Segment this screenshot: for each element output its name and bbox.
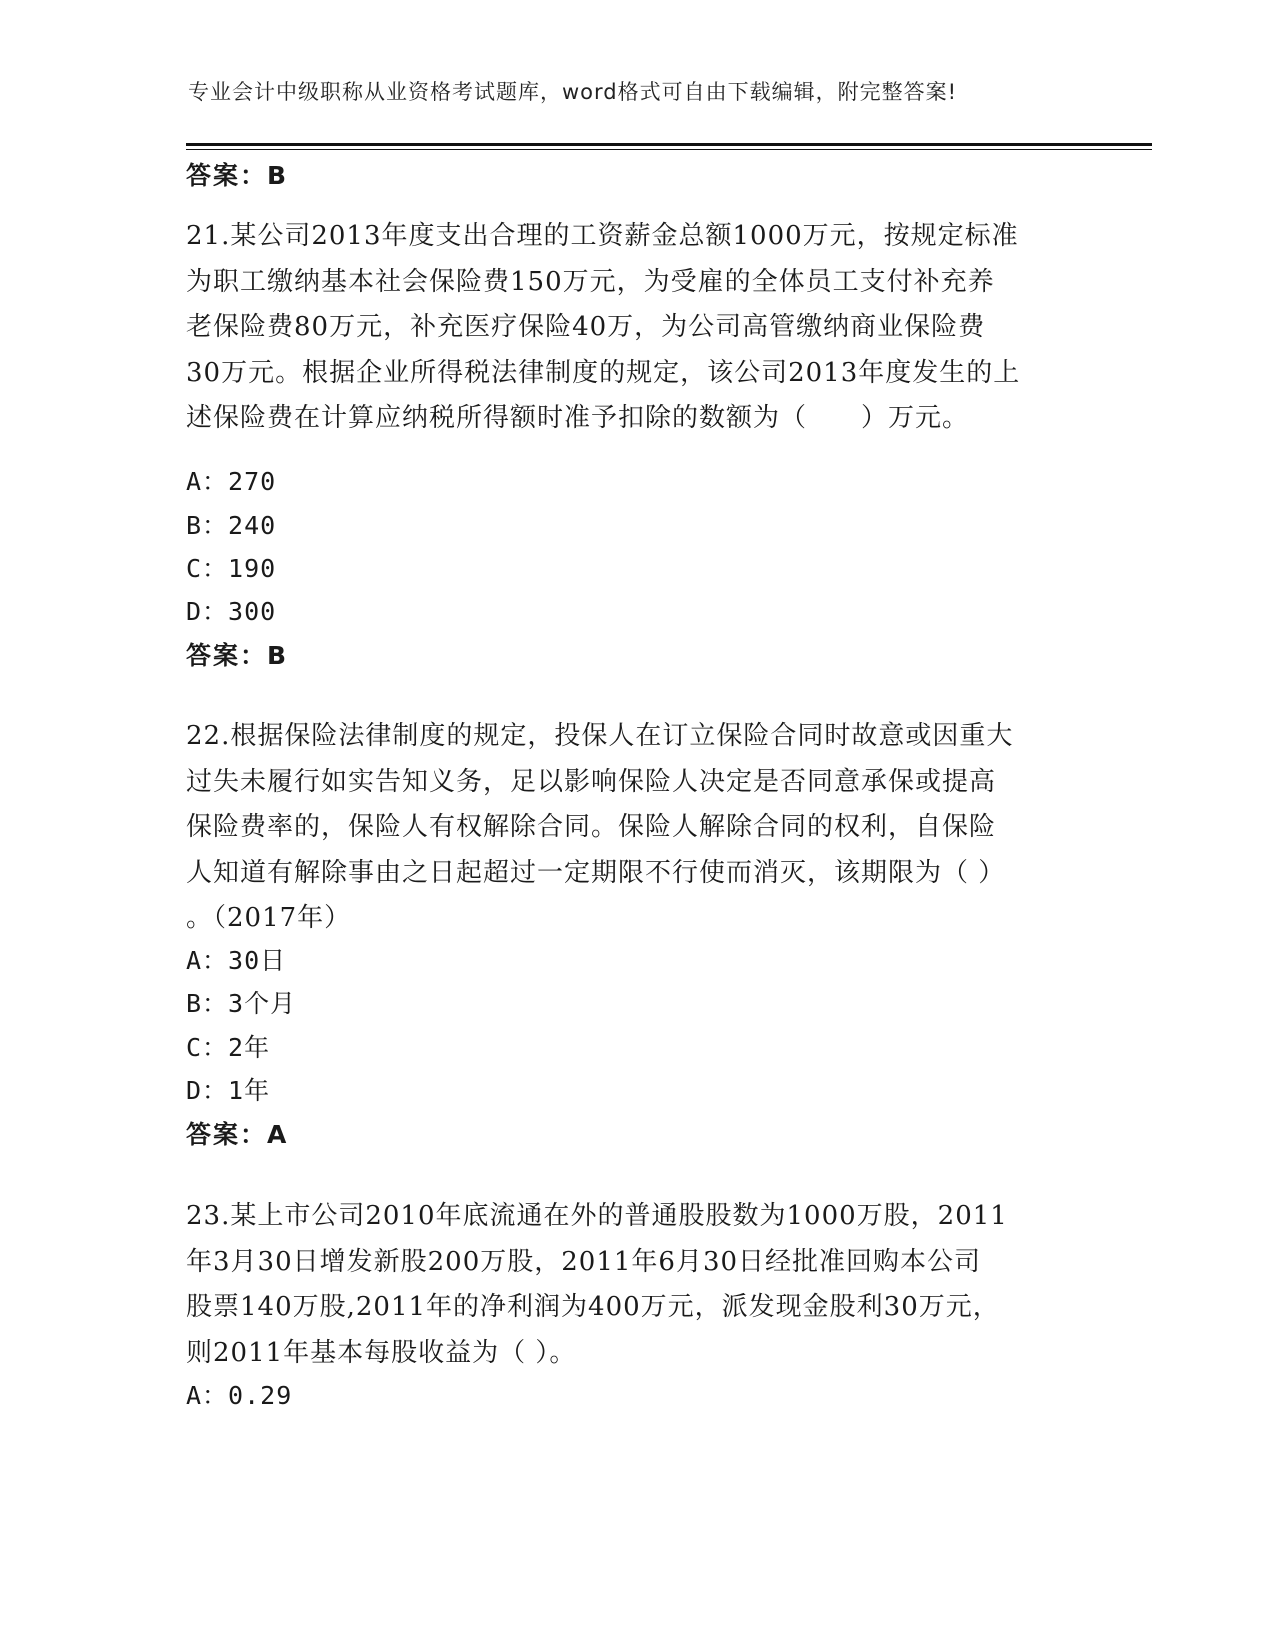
- question-line: 过失未履行如实告知义务，足以影响保险人决定是否同意承保或提高: [186, 766, 997, 797]
- option-a: A：270: [186, 467, 277, 496]
- option-d: D：300: [186, 597, 277, 626]
- option-c: C：190: [186, 554, 277, 583]
- question-line: 23.某上市公司2010年底流通在外的普通股股数为1000万股，2011: [186, 1201, 1008, 1231]
- option-b: B：3个月: [186, 989, 297, 1018]
- question-line: 保险费率的，保险人有权解除合同。保险人解除合同的权利，自保险: [186, 812, 997, 842]
- question-line: 。（2017年）: [186, 903, 352, 933]
- question-line: 22.根据保险法律制度的规定，投保人在订立保险合同时故意或因重大: [186, 721, 1014, 751]
- question-line: 老保险费80万元，补充医疗保险40万，为公司高管缴纳商业保险费: [186, 312, 986, 342]
- previous-answer: 答案：B: [186, 161, 289, 190]
- answer-22: 答案：A: [186, 1120, 289, 1149]
- question-21: [186, 214, 1086, 442]
- header-rule: [186, 143, 1152, 146]
- question-23: [186, 1194, 1086, 1376]
- question-line: 为职工缴纳基本社会保险费150万元，为受雇的全体员工支付补充养: [186, 266, 995, 297]
- question-line: 年3月30日增发新股200万股，2011年6月30日经批准回购本公司: [186, 1246, 982, 1277]
- question-line: 则2011年基本每股收益为（ ）。: [186, 1337, 577, 1368]
- header-note: 专业会计中级职称从业资格考试题库，word格式可自由下载编辑，附完整答案!: [188, 80, 958, 104]
- question-line: 述保险费在计算应纳税所得额时准予扣除的数额为（ ）万元。: [186, 403, 970, 433]
- option-b: B：240: [186, 511, 277, 540]
- answer-21: 答案：B: [186, 641, 289, 670]
- option-a: A：0.29: [186, 1381, 293, 1410]
- option-a: A：30日: [186, 946, 287, 975]
- question-22: [186, 714, 1086, 942]
- question-line: 股票140万股,2011年的净利润为400万元，派发现金股利30万元，: [186, 1292, 1000, 1322]
- question-line: 30万元。根据企业所得税法律制度的规定，该公司2013年度发生的上: [186, 357, 1021, 388]
- header-rule-thin: [186, 149, 1152, 150]
- question-line: 人知道有解除事由之日起超过一定期限不行使而消灭，该期限为（ ）: [186, 857, 1006, 888]
- option-c: C：2年: [186, 1033, 271, 1062]
- question-line: 21.某公司2013年度支出合理的工资薪金总额1000万元，按规定标准: [186, 221, 1019, 251]
- option-d: D：1年: [186, 1076, 271, 1105]
